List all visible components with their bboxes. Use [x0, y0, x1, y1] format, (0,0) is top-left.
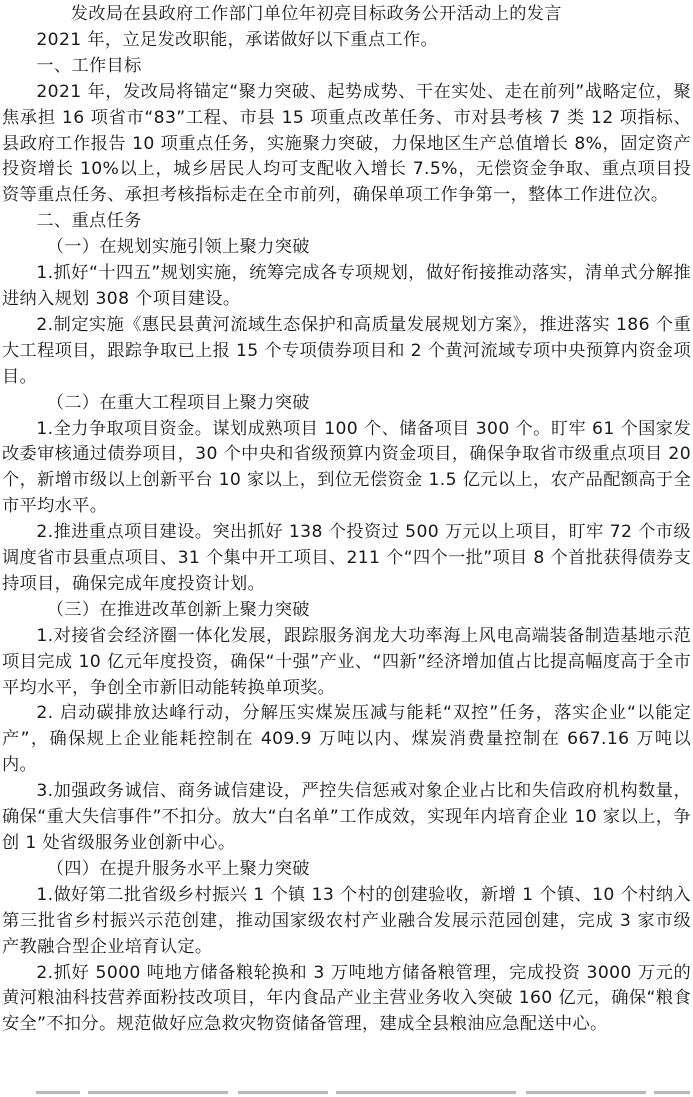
reform-item-2: 2. 启动碳排放达峰行动，分解压实煤炭压减与能耗“双控”任务，落实企业“以能定产”，确保规上企业能耗控制在 409.9 万吨以内、煤炭消费量控制在 667.16 万吨以内。	[2, 703, 691, 776]
planning-item-1: 1.抓好“十四五”规划实施，统筹完成各专项规划，做好衔接推动落实，清单式分解推进纳入规划 308 个项目建设。	[2, 263, 691, 309]
reform-item-1: 1.对接省会经济圈一体化发展，跟踪服务润龙大功率海上风电高端装备制造基地示范项目完成 10 亿元年度投资，确保“十强”产业、“四新”经济增加值占比提高幅度高于全市平均水平，争创全市新旧动能转换单项奖。	[2, 625, 691, 698]
subsection-heading-service: （四）在提升服务水平上聚力突破	[46, 858, 310, 879]
subsection-heading-projects: （二）在重大工程项目上聚力突破	[46, 392, 310, 413]
subsection-heading-planning: （一）在规划实施引领上聚力突破	[46, 237, 310, 258]
goals-paragraph: 2021 年，发改局将锚定“聚力突破、起势成势、干在实处、走在前列”战略定位，聚焦承担 16 项省市“83”工程、市县 15 项重点改革任务、市对县考核 7 类 12 项指标、县政府工作报告 10 项重点任务，实施聚力突破，力保地区生产总值增长 8%，固定资产投资增长 10%以上，城乡居民人均可支配收入增长 7.5%，无偿资金争取、重点项目投资等重点任务、承担考核指标走在全市前列，确保单项工作争第一，整体工作进位次。	[2, 81, 691, 206]
section-heading-goals: 一、工作目标	[36, 55, 142, 76]
service-item-2: 2.抓好 5000 吨地方储备粮轮换和 3 万吨地方储备粮管理，完成投资 3000 万元的黄河粮油科技营养面粉技改项目，年内食品产业主营业务收入突破 160 亿元，确保“粮食安全”不扣分。规范做好应急救灾物资储备管理，建成全县粮油应急配送中心。	[2, 962, 691, 1035]
intro-paragraph: 2021 年，立足发改职能，承诺做好以下重点工作。	[36, 29, 439, 50]
planning-item-2: 2.制定实施《惠民县黄河流域生态保护和高质量发展规划方案》，推进落实 186 个重大工程项目，跟踪争取已上报 15 个专项债券项目和 2 个黄河流域专项中央预算内资金项目。	[2, 314, 691, 387]
subsection-heading-reform: （三）在推进改革创新上聚力突破	[46, 599, 310, 620]
next-line-cutoff	[0, 1091, 693, 1097]
reform-item-3: 3.加强政务诚信、商务诚信建设，严控失信惩戒对象企业占比和失信政府机构数量，确保“重大失信事件”不扣分。放大“白名单”工作成效，实现年内培育企业 10 家以上，争创 1 处省级服务业创新中心。	[2, 781, 691, 853]
projects-item-1: 1.全力争取项目资金。谋划成熟项目 100 个、储备项目 300 个。盯牢 61 个国家发改委审核通过债券项目，30 个中央和省级预算内资金项目，确保争取省市级重点项目 20 个，新增市级以上创新平台 10 家以上，到位无偿资金 1.5 亿元以上，农产品配额高于全市平均水平。	[2, 418, 691, 517]
section-heading-tasks: 二、重点任务	[36, 211, 142, 232]
projects-item-2: 2.推进重点项目建设。突出抓好 138 个投资过 500 万元以上项目，盯牢 72 个市级调度省市县重点项目、31 个集中开工项目、211 个“四个一批”项目 8 个首批获得债券支持项目，确保完成年度投资计划。	[2, 522, 691, 594]
service-item-1: 1.做好第二批省级乡村振兴 1 个镇 13 个村的创建验收，新增 1 个镇、10 个村纳入第三批省乡村振兴示范创建，推动国家级农村产业融合发展示范园创建，完成 3 家市级产教融合型企业培育认定。	[2, 884, 691, 957]
document-body	[2, 2, 691, 1038]
document-title: 发改局在县政府工作部门单位年初亮目标政务公开活动上的发言	[70, 4, 562, 24]
